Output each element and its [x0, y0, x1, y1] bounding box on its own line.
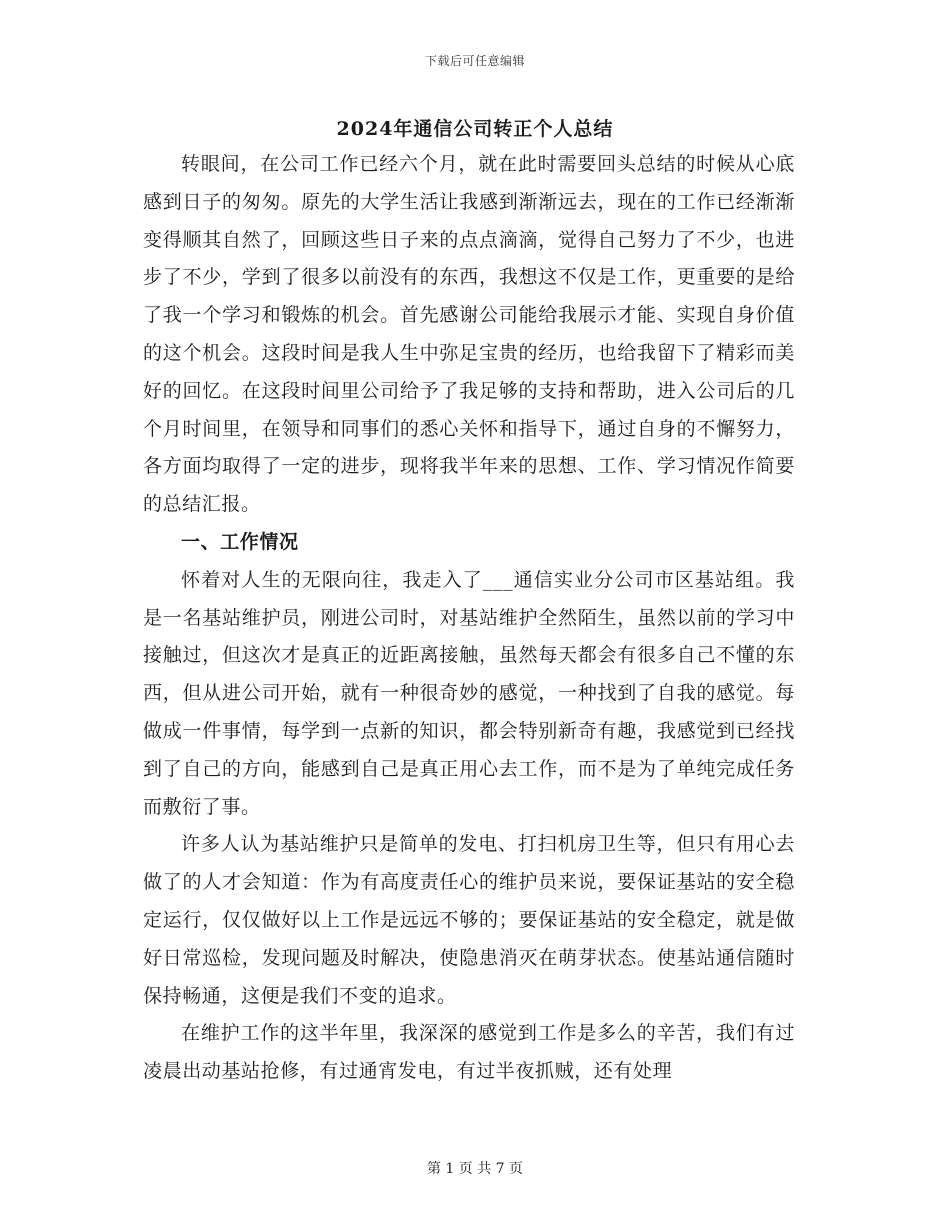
section-heading-work: 一、工作情况: [181, 530, 299, 553]
paragraph-intro: 转眼间，在公司工作已经六个月，就在此时需要回头总结的时候从心底感到日子的匆匆。原先的大学生活让我感到渐渐远去，现在的工作已经渐渐变得顺其自然了，回顾这些日子来的点点滴滴，觉得自己努力了不少，也进步了不少，学到了很多以前没有的东西，我想这不仅是工作，更重要的是给了我一个学习和锻炼的机会。首先感谢公司能给我展示才能、实现自身价值的这个机会。这段时间是我人生中弥足宝贵的经历，也给我留下了精彩而美好的回忆。在这段时间里公司给予了我足够的支持和帮助，进入公司后的几个月时间里，在领导和同事们的悉心关怀和指导下，通过自身的不懈努力，各方面均取得了一定的进步，现将我半年来的思想、工作、学习情况作简要的总结汇报。: [143, 153, 795, 516]
paragraph-work-3: 在维护工作的这半年里，我深深的感觉到工作是多么的辛苦，我们有过凌晨出动基站抢修，有过通宵发电，有过半夜抓贼，还有处理: [143, 1022, 795, 1083]
page-header: 下载后可任意编辑: [424, 54, 525, 68]
paragraph-work-1: 怀着对人生的无限向往，我走入了___通信实业分公司市区基站组。我是一名基站维护员，刚进公司时，对基站维护全然陌生，虽然以前的学习中接触过，但这次才是真正的近距离接触，虽然每天都会有很多自己不懂的东西，但从进公司开始，就有一种很奇妙的感觉，一种找到了自我的感觉。每做成一件事情，每学到一点新的知识，都会特别新奇有趣，我感觉到已经找到了自己的方向，能感到自己是真正用心去工作，而不是为了单纯完成任务而敷衍了事。: [143, 568, 795, 818]
document-body: [143, 146, 795, 1091]
page-footer: 第 1 页 共 7 页: [426, 1161, 524, 1177]
document-title: 2024年通信公司转正个人总结: [336, 118, 614, 140]
paragraph-work-2: 许多人认为基站维护只是简单的发电、打扫机房卫生等，但只有用心去做了的人才会知道：作为有高度责任心的维护员来说，要保证基站的安全稳定运行，仅仅做好以上工作是远远不够的；要保证基站的安全稳定，就是做好日常巡检，发现问题及时解决，使隐患消灭在萌芽状态。使基站通信随时保持畅通，这便是我们不变的追求。: [143, 833, 795, 1007]
